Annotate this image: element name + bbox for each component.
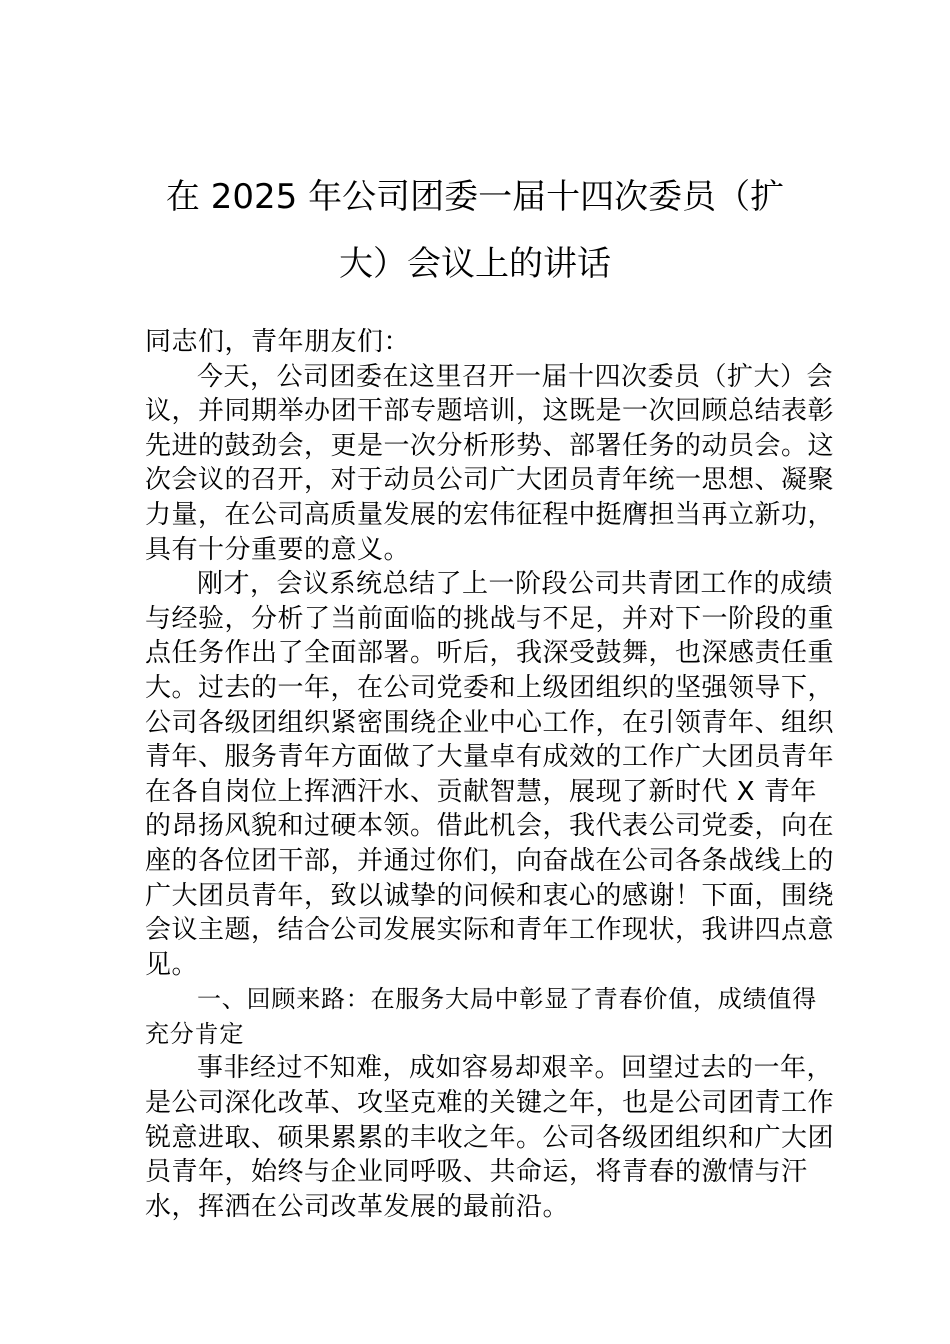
section-paragraph: 事非经过不知难，成如容易却艰辛。回望过去的一年，是公司深化改革、攻坚克难的关键之年，也是公司团青工作锐意进取、硕果累累的丰收之年。公司各级团组织和广大团员青年，始终与企业同呼吸、共命运，将青春的激情与汗水，挥洒在公司改革发展的最前沿。 xyxy=(145,1053,835,1222)
document-body xyxy=(145,325,835,1224)
paragraph-review: 刚才，会议系统总结了上一阶段公司共青团工作的成绩与经验，分析了当前面临的挑战与不足，并对下一阶段的重点任务作出了全面部署。听后，我深受鼓舞，也深感责任重大。过去的一年，在公司党委和上级团组织的坚强领导下，公司各级团组织紧密围绕企业中心工作，在引领青年、组织青年、服务青年方面做了大量卓有成效的工作广大团员青年在各自岗位上挥洒汗水、贡献智慧，展现了新时代 X 青年的昂扬风貌和过硬本领。借此机会，我代表公司党委，向在座的各位团干部，并通过你们，向奋战在公司各条战线上的广大团员青年，致以诚挚的问候和衷心的感谢！下面，围绕会议主题，结合公司发展实际和青年工作现状，我讲四点意见。 xyxy=(145,569,835,980)
salutation: 同志们，青年朋友们： xyxy=(145,327,411,357)
document-title xyxy=(145,164,805,298)
section-heading: 一、回顾来路：在服务大局中彰显了青春价值，成绩值得充分肯定 xyxy=(145,985,817,1048)
title-line-1: 在 2025 年公司团委一届十四次委员（扩 xyxy=(165,177,785,217)
title-line-2: 大）会议上的讲话 xyxy=(339,244,611,284)
paragraph-opening: 今天，公司团委在这里召开一届十四次委员（扩大）会议，并同期举办团干部专题培训，这既是一次回顾总结表彰先进的鼓劲会，更是一次分析形势、部署任务的动员会。这次会议的召开，对于动员公司广大团员青年统一思想、凝聚力量，在公司高质量发展的宏伟征程中挺膺担当再立新功，具有十分重要的意义。 xyxy=(145,361,835,565)
